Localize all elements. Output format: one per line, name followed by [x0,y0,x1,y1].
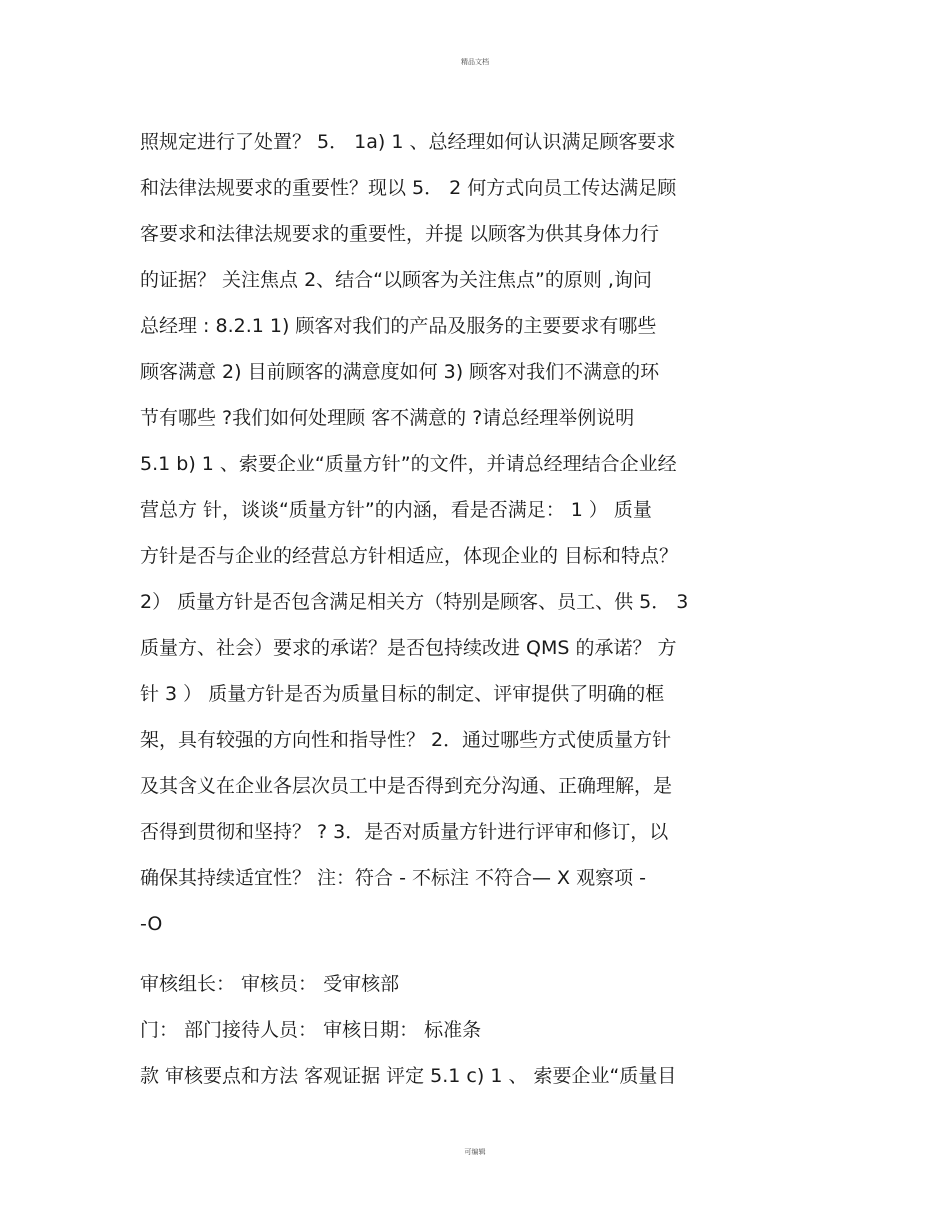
text-line: 质量方、社会）要求的承诺？是否包持续改进 QMS 的承诺？ 方 [140,637,677,659]
text-line: 营总方 针，谈谈“质量方针”的内涵，看是否满足： 1 ） 质量 [140,499,652,521]
text-line: 方针是否与企业的经营总方针相适应，体现企业的 目标和特点？ [140,545,679,567]
text-line: 门： 部门接待人员： 审核日期： 标准条 [140,1019,482,1041]
text-line: 和法律法规要求的重要性？现以 5． 2 何方式向员工传达满足顾 [140,177,677,199]
text-line: 确保其持续适宜性？ 注：符合 - 不标注 不符合— X 观察项 - [140,867,647,889]
page-header: 精品文档 [461,58,489,66]
text-line: 2） 质量方针是否包含满足相关方（特别是顾客、员工、供 5． 3 [140,591,689,613]
text-line: 审核组长： 审核员： 受审核部 [140,973,400,995]
text-line: 节有哪些 ?我们如何处理顾 客不满意的 ?请总经理举例说明 [140,407,635,429]
document-body [140,119,810,1099]
text-line: 照规定进行了处置？ 5． 1a) 1 、总经理如何认识满足顾客要求 [140,131,676,153]
text-line: 顾客满意 2) 目前顾客的满意度如何 3) 顾客对我们不满意的环 [140,361,660,383]
text-line: 架，具有较强的方向性和指导性？ 2．通过哪些方式使质量方针 [140,729,672,751]
text-line: 否得到贯彻和坚持？ ? 3．是否对质量方针进行评审和修订，以 [140,821,669,843]
text-line: 客要求和法律法规要求的重要性，并提 以顾客为供其身体力行 [140,223,660,245]
text-line: 针 3 ） 质量方针是否为质量目标的制定、评审提供了明确的框 [140,683,665,705]
text-line: 5.1 b) 1 、索要企业“质量方针”的文件，并请总经理结合企业经 [140,453,677,475]
page-footer: 可编辑 [464,1148,486,1156]
text-line: 的证据？ 关注焦点 2、结合“以顾客为关注焦点”的原则 ,询问 [140,269,652,291]
text-line: 及其含义在企业各层次员工中是否得到充分沟通、正确理解，是 [140,775,673,797]
text-line: -O [140,913,163,935]
paragraph-gap [140,947,810,961]
text-line: 款 审核要点和方法 客观证据 评定 5.1 c) 1 、 索要企业“质量目 [140,1065,677,1087]
text-line: 总经理 : 8.2.1 1) 顾客对我们的产品及服务的主要要求有哪些 [140,315,657,337]
